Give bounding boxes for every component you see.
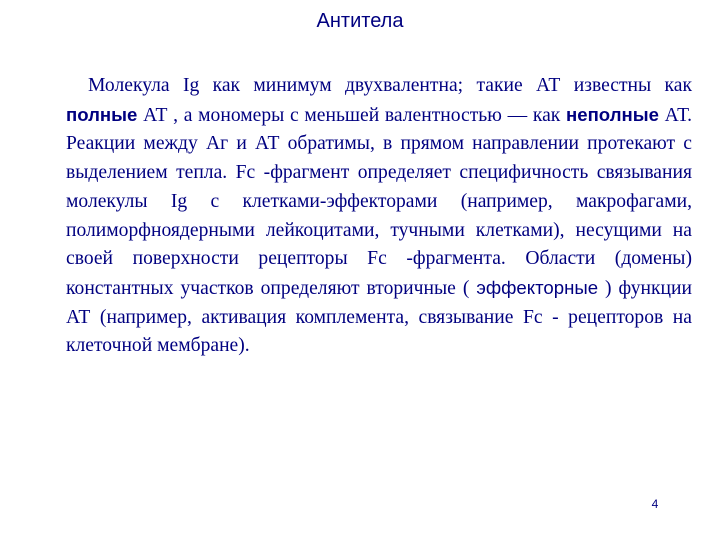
page-number: 4 [651, 497, 659, 511]
effector-term: эффекторные [476, 276, 599, 298]
body-paragraph [66, 72, 692, 361]
paragraph-text [66, 72, 692, 361]
text-run: АТ. Реакции между Аг и АТ обратимы, в прямом направлении протекают с выделением тепла. Fc -фрагмент определяет специфичность связывания молекулы Ig с клетками-эффекторами (например, макрофагами, полиморфноядерными лейкоцитами, тучными клетками), несущими на своей поверхности рецепторы Fc -фрагмента. Области (домены) константных участков определяют вторичные ( [66, 104, 692, 299]
bold-term-incomplete: неполные [566, 103, 659, 125]
text-run: ) функции АТ (например, активация комплемента, связывание Fc - рецепторов на клеточной мембране). [66, 277, 692, 357]
text-run: АТ , а мономеры с меньшей валентностью — как [137, 104, 566, 126]
slide-title: Антитела [316, 10, 404, 32]
text-run: Молекула Ig как минимум двухвалентна; такие АТ известны как [88, 75, 692, 96]
bold-term-complete: полные [66, 103, 138, 125]
